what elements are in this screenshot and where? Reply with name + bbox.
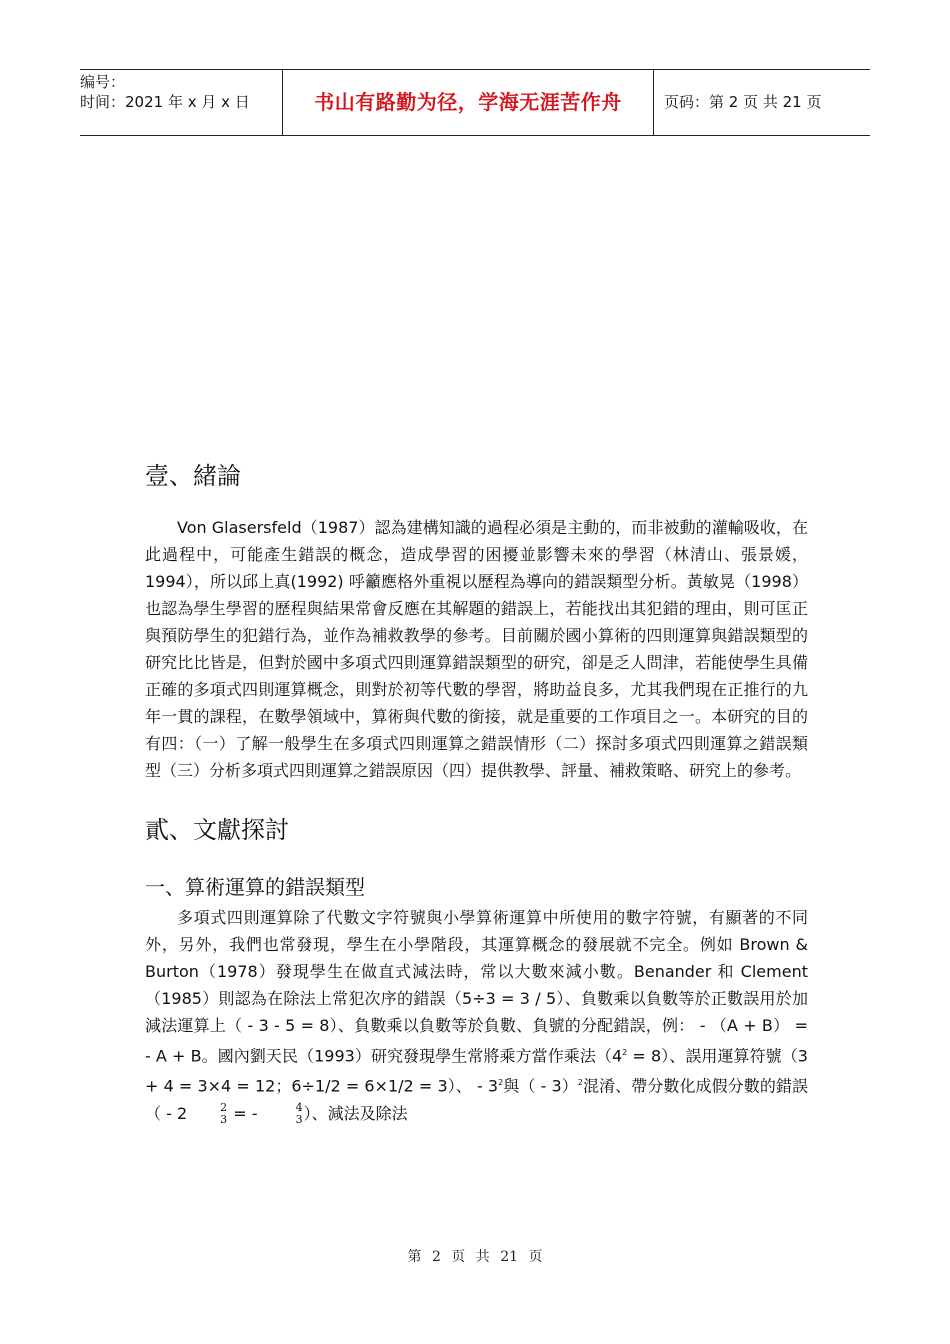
section-title-literature-review: 貳、文獻探討 [145,816,289,844]
arithmetic-errors-paragraph [145,904,808,1127]
paragraph-text-part: = - [228,1103,263,1123]
paragraph-text-part: 與（ - 3） [503,1076,578,1096]
fraction-numerator: 2 [220,1101,228,1115]
fraction [264,1102,303,1126]
header-number-label: 编号： [80,73,126,91]
page-footer: 第 2 页 共 21 页 [407,1249,543,1265]
superscript: 2 [498,1078,504,1088]
paragraph-text-part: ）、減法及除法 [303,1103,408,1123]
paragraph-text-part: 多項式四則運算除了代數文字符號與小學算術運算中所使用的數字符號，有顯著的不同外，另外，我們也常發現，學生在小學階段，其運算概念的發展就不完全。例如 Brown & Burton（1978）發現學生在做直式減法時，常以大數來減小數。Benander 和 Clement（1985）則認為在除法上常犯次序的錯誤（5÷3 = 3 / 5）、負數乘以負數等於正數誤用於加減法運算上（ - 3 - 5 = 8）、負數乘以負數等於負數、負號的分配錯誤，例： - （A + B） = - A + B。國內劉天民（1993）研究發現學生常將乘方當作乘法（4 [145,908,808,1066]
section-title-introduction: 壹、緒論 [145,462,241,490]
superscript: 2 [622,1048,628,1057]
header-motto: 书山有路勤为径，学海无涯苦作舟 [282,70,654,135]
header-info-cell [80,70,282,135]
page-header [80,69,870,136]
paragraph-text-part: = 8）、誤用運算符號（3 + 4 = 3×4 = 12；6÷1/2 = 6×1/2 = 3）、 - 3 [145,1046,808,1096]
fraction [188,1102,227,1126]
header-page-code: 页码：第 2 页 共 21 页 [664,93,822,111]
document-body [145,456,808,1127]
paragraph-text-part: 混淆、帶分數化成假分數的錯誤（ - 2 [145,1076,808,1123]
fraction-denominator: 3 [220,1113,228,1127]
superscript: 2 [577,1078,583,1088]
fraction-denominator: 3 [295,1113,303,1127]
introduction-paragraph: Von Glasersfeld（1987）認為建構知識的過程必須是主動的，而非被動的灌輸吸收，在此過程中，可能產生錯誤的概念，造成學習的困擾並影響未來的學習（林清山、張景媛，1994），所以邱上真(1992) 呼籲應格外重視以歷程為導向的錯誤類型分析。黃敏晃（1998）也認為學生學習的歷程與結果常會反應在其解題的錯誤上，若能找出其犯錯的理由，則可匡正與預防學生的犯錯行為，並作為補救教學的參考。目前關於國小算術的四則運算與錯誤類型的研究比比皆是，但對於國中多項式四則運算錯誤類型的研究，卻是乏人問津，若能使學生具備正確的多項式四則運算概念，則對於初等代數的學習，將助益良多，尤其我們現在正推行的九年一貫的課程，在數學領域中，算術與代數的銜接，就是重要的工作項目之一。本研究的目的有四：（一）了解一般學生在多項式四則運算之錯誤情形（二）探討多項式四則運算之錯誤類型（三）分析多項式四則運算之錯誤原因（四）提供教學、評量、補救策略、研究上的參考。 [145,518,808,780]
fraction-numerator: 4 [295,1101,303,1115]
subsection-title-arithmetic-errors: 一、算術運算的錯誤類型 [145,875,365,899]
header-time-label: 时间：2021 年 x 月 x 日 [80,93,250,111]
